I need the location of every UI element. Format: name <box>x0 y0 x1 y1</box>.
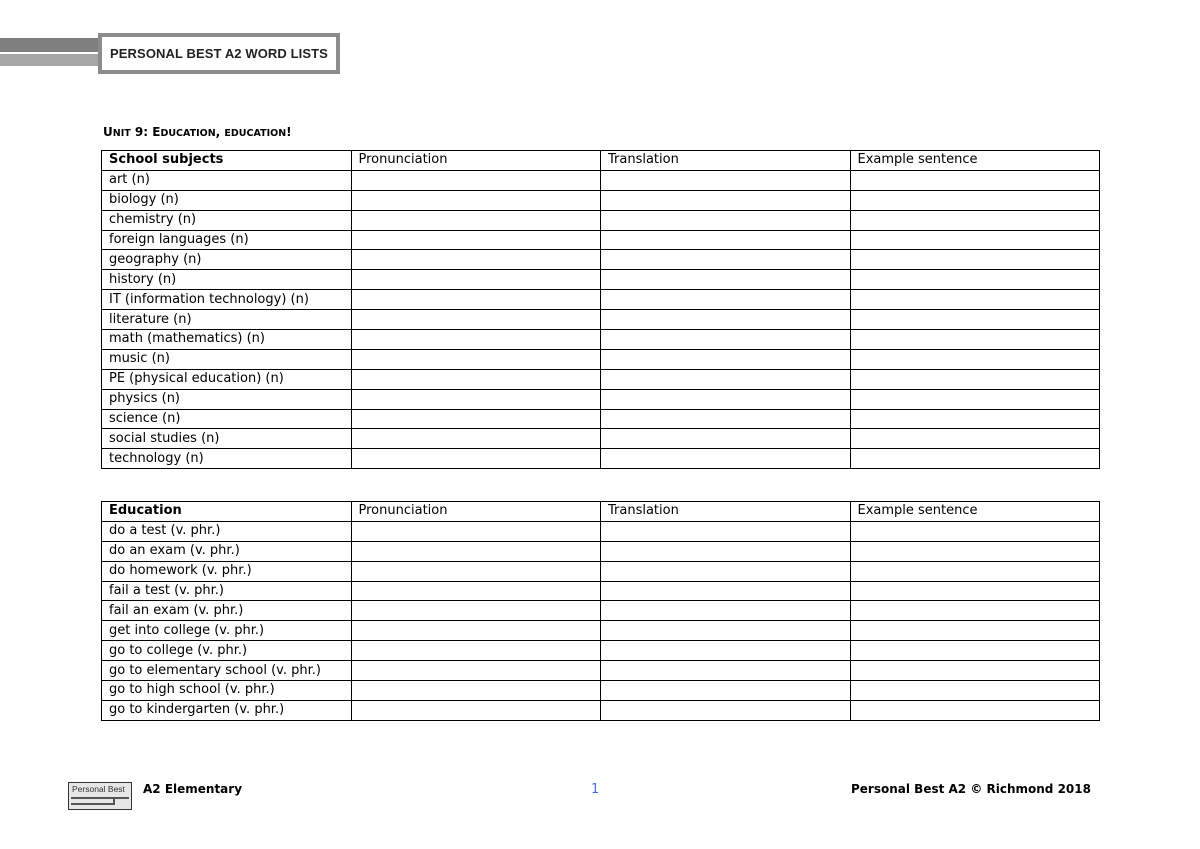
table-row <box>102 310 1100 330</box>
word-cell: foreign languages (n) <box>102 230 352 250</box>
example-sentence-cell[interactable] <box>850 389 1100 409</box>
example-sentence-cell[interactable] <box>850 601 1100 621</box>
word-cell: technology (n) <box>102 449 352 469</box>
personal-best-logo <box>68 782 132 810</box>
example-sentence-cell[interactable] <box>850 661 1100 681</box>
pronunciation-cell[interactable] <box>351 581 601 601</box>
table-row <box>102 409 1100 429</box>
unit-title-part: DUCATION <box>160 128 216 139</box>
pronunciation-cell[interactable] <box>351 190 601 210</box>
table-header-row <box>102 502 1100 522</box>
column-header: Pronunciation <box>351 502 601 522</box>
table-row <box>102 170 1100 190</box>
pronunciation-cell[interactable] <box>351 561 601 581</box>
pronunciation-cell[interactable] <box>351 521 601 541</box>
logo-line <box>71 797 129 799</box>
word-cell: social studies (n) <box>102 429 352 449</box>
unit-title-part: EDUCATION <box>224 128 287 139</box>
example-sentence-cell[interactable] <box>850 170 1100 190</box>
word-cell: literature (n) <box>102 310 352 330</box>
pronunciation-cell[interactable] <box>351 170 601 190</box>
table-row <box>102 541 1100 561</box>
pronunciation-cell[interactable] <box>351 210 601 230</box>
translation-cell[interactable] <box>601 601 851 621</box>
table-row <box>102 449 1100 469</box>
example-sentence-cell[interactable] <box>850 349 1100 369</box>
example-sentence-cell[interactable] <box>850 449 1100 469</box>
translation-cell[interactable] <box>601 581 851 601</box>
pronunciation-cell[interactable] <box>351 330 601 350</box>
translation-cell[interactable] <box>601 681 851 701</box>
translation-cell[interactable] <box>601 230 851 250</box>
table-row <box>102 621 1100 641</box>
example-sentence-cell[interactable] <box>850 310 1100 330</box>
column-header: Pronunciation <box>351 151 601 171</box>
word-cell: go to high school (v. phr.) <box>102 681 352 701</box>
unit-title-part: ! <box>286 125 292 139</box>
example-sentence-cell[interactable] <box>850 330 1100 350</box>
table-row <box>102 581 1100 601</box>
pronunciation-cell[interactable] <box>351 409 601 429</box>
word-cell: go to elementary school (v. phr.) <box>102 661 352 681</box>
page-header-title: PERSONAL BEST A2 WORD LISTS <box>110 46 328 61</box>
table-row <box>102 681 1100 701</box>
word-cell: physics (n) <box>102 389 352 409</box>
header-bar-light <box>0 54 98 66</box>
word-cell: geography (n) <box>102 250 352 270</box>
example-sentence-cell[interactable] <box>850 541 1100 561</box>
example-sentence-cell[interactable] <box>850 581 1100 601</box>
education-table <box>101 501 1100 721</box>
header-bar-dark <box>0 38 98 52</box>
pronunciation-cell[interactable] <box>351 230 601 250</box>
example-sentence-cell[interactable] <box>850 290 1100 310</box>
column-header: Translation <box>601 151 851 171</box>
table-row <box>102 230 1100 250</box>
column-header: Translation <box>601 502 851 522</box>
word-cell: do a test (v. phr.) <box>102 521 352 541</box>
unit-title-part: E <box>152 125 161 139</box>
translation-cell[interactable] <box>601 190 851 210</box>
word-cell: art (n) <box>102 170 352 190</box>
unit-title-part: NIT <box>112 128 131 139</box>
pronunciation-cell[interactable] <box>351 681 601 701</box>
word-cell: fail a test (v. phr.) <box>102 581 352 601</box>
table-row <box>102 210 1100 230</box>
example-sentence-cell[interactable] <box>850 621 1100 641</box>
table-row <box>102 270 1100 290</box>
unit-title <box>103 125 292 139</box>
translation-cell[interactable] <box>601 389 851 409</box>
translation-cell[interactable] <box>601 349 851 369</box>
pronunciation-cell[interactable] <box>351 349 601 369</box>
table-row <box>102 561 1100 581</box>
word-cell: music (n) <box>102 349 352 369</box>
word-cell: fail an exam (v. phr.) <box>102 601 352 621</box>
translation-cell[interactable] <box>601 409 851 429</box>
example-sentence-cell[interactable] <box>850 429 1100 449</box>
table-row <box>102 369 1100 389</box>
pronunciation-cell[interactable] <box>351 700 601 720</box>
example-sentence-cell[interactable] <box>850 681 1100 701</box>
translation-cell[interactable] <box>601 561 851 581</box>
example-sentence-cell[interactable] <box>850 210 1100 230</box>
footer-copyright: Personal Best A2 © Richmond 2018 <box>851 782 1091 796</box>
word-cell: get into college (v. phr.) <box>102 621 352 641</box>
unit-title-part: 9: <box>130 125 153 139</box>
column-header: Example sentence <box>850 502 1100 522</box>
translation-cell[interactable] <box>601 330 851 350</box>
table-row <box>102 661 1100 681</box>
pronunciation-cell[interactable] <box>351 250 601 270</box>
column-header: Example sentence <box>850 151 1100 171</box>
translation-cell[interactable] <box>601 449 851 469</box>
translation-cell[interactable] <box>601 170 851 190</box>
word-cell: do homework (v. phr.) <box>102 561 352 581</box>
word-cell: go to college (v. phr.) <box>102 641 352 661</box>
pronunciation-cell[interactable] <box>351 661 601 681</box>
pronunciation-cell[interactable] <box>351 270 601 290</box>
translation-cell[interactable] <box>601 641 851 661</box>
logo-line <box>71 803 115 805</box>
pronunciation-cell[interactable] <box>351 310 601 330</box>
translation-cell[interactable] <box>601 210 851 230</box>
example-sentence-cell[interactable] <box>850 700 1100 720</box>
page-number: 1 <box>591 782 600 797</box>
pronunciation-cell[interactable] <box>351 621 601 641</box>
school-subjects-table <box>101 150 1100 469</box>
table-row <box>102 389 1100 409</box>
translation-cell[interactable] <box>601 310 851 330</box>
translation-cell[interactable] <box>601 369 851 389</box>
translation-cell[interactable] <box>601 700 851 720</box>
word-cell: history (n) <box>102 270 352 290</box>
translation-cell[interactable] <box>601 270 851 290</box>
translation-cell[interactable] <box>601 541 851 561</box>
example-sentence-cell[interactable] <box>850 561 1100 581</box>
word-cell: chemistry (n) <box>102 210 352 230</box>
unit-title-part: U <box>103 125 113 139</box>
translation-cell[interactable] <box>601 621 851 641</box>
example-sentence-cell[interactable] <box>850 230 1100 250</box>
pronunciation-cell[interactable] <box>351 641 601 661</box>
example-sentence-cell[interactable] <box>850 641 1100 661</box>
column-header: School subjects <box>102 151 352 171</box>
table-header-row <box>102 151 1100 171</box>
column-header: Education <box>102 502 352 522</box>
table-row <box>102 190 1100 210</box>
example-sentence-cell[interactable] <box>850 521 1100 541</box>
unit-title-part: , <box>215 125 225 139</box>
table-row <box>102 429 1100 449</box>
example-sentence-cell[interactable] <box>850 190 1100 210</box>
word-cell: PE (physical education) (n) <box>102 369 352 389</box>
translation-cell[interactable] <box>601 429 851 449</box>
table-row <box>102 521 1100 541</box>
translation-cell[interactable] <box>601 290 851 310</box>
word-cell: math (mathematics) (n) <box>102 330 352 350</box>
pronunciation-cell[interactable] <box>351 601 601 621</box>
example-sentence-cell[interactable] <box>850 250 1100 270</box>
translation-cell[interactable] <box>601 250 851 270</box>
pronunciation-cell[interactable] <box>351 389 601 409</box>
pronunciation-cell[interactable] <box>351 369 601 389</box>
example-sentence-cell[interactable] <box>850 270 1100 290</box>
pronunciation-cell[interactable] <box>351 449 601 469</box>
pronunciation-cell[interactable] <box>351 541 601 561</box>
table-row <box>102 641 1100 661</box>
word-cell: science (n) <box>102 409 352 429</box>
footer-level: A2 Elementary <box>143 782 243 796</box>
word-cell: go to kindergarten (v. phr.) <box>102 700 352 720</box>
table-row <box>102 601 1100 621</box>
word-cell: IT (information technology) (n) <box>102 290 352 310</box>
word-cell: do an exam (v. phr.) <box>102 541 352 561</box>
word-cell: biology (n) <box>102 190 352 210</box>
pronunciation-cell[interactable] <box>351 429 601 449</box>
pronunciation-cell[interactable] <box>351 290 601 310</box>
table-row <box>102 250 1100 270</box>
example-sentence-cell[interactable] <box>850 409 1100 429</box>
table-row <box>102 700 1100 720</box>
example-sentence-cell[interactable] <box>850 369 1100 389</box>
translation-cell[interactable] <box>601 661 851 681</box>
table-row <box>102 290 1100 310</box>
translation-cell[interactable] <box>601 521 851 541</box>
logo-text: Personal Best <box>72 784 125 794</box>
table-row <box>102 330 1100 350</box>
header-box <box>98 33 340 74</box>
table-row <box>102 349 1100 369</box>
